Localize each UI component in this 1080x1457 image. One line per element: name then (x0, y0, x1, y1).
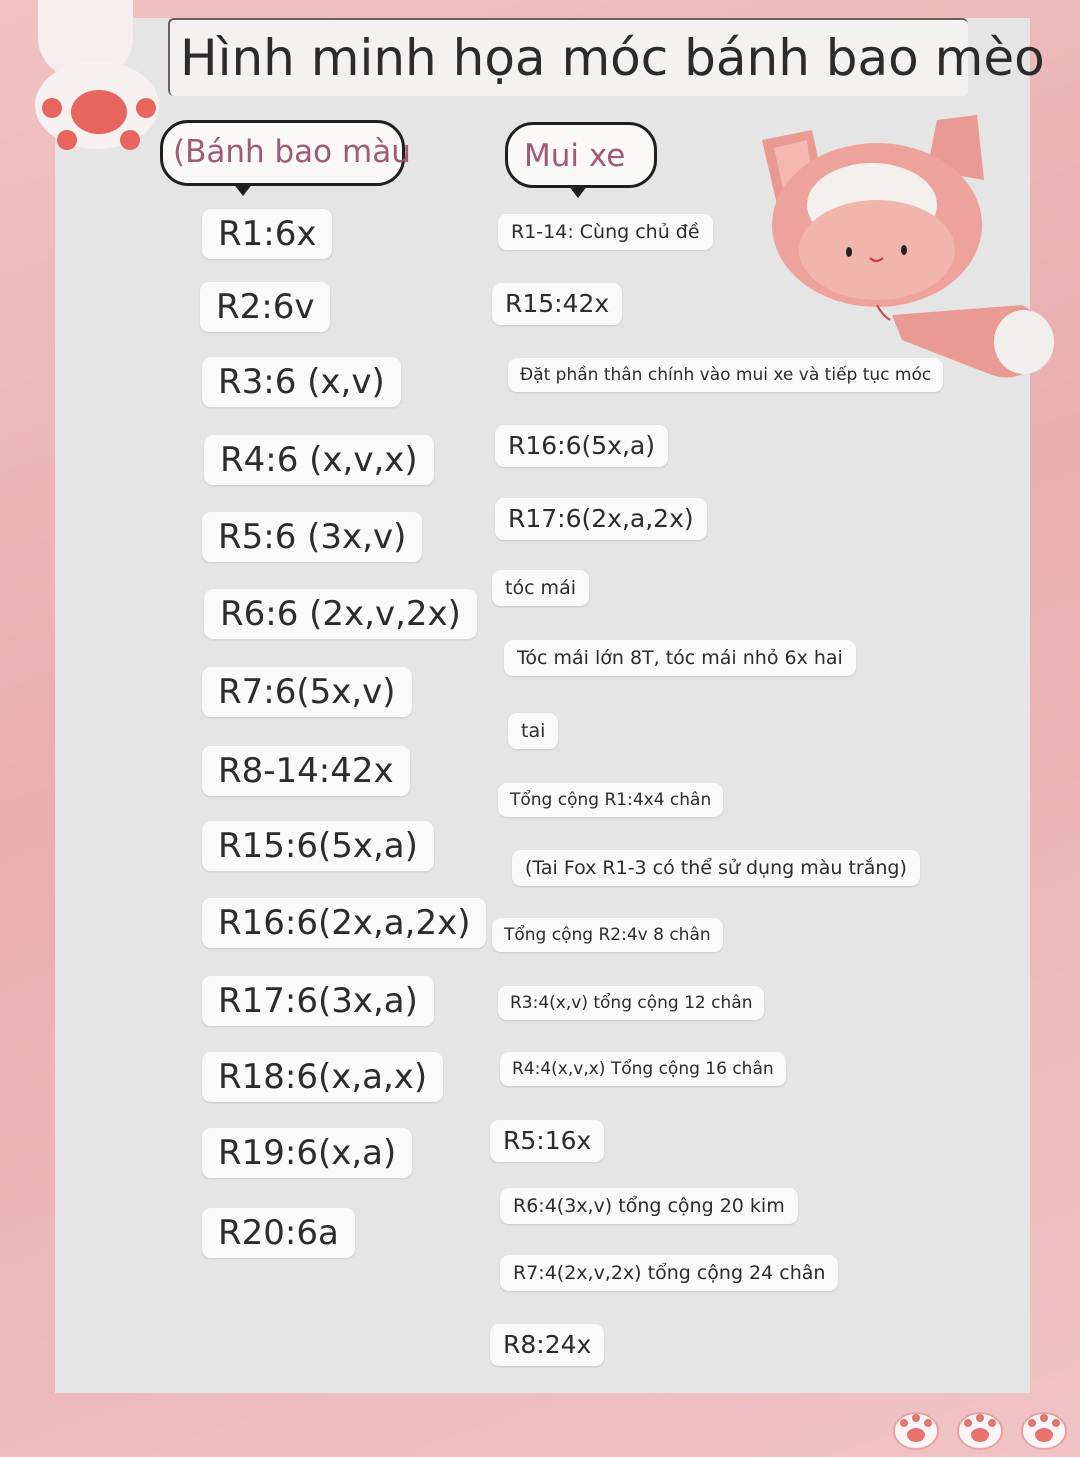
right-row: R8:24x (490, 1324, 604, 1366)
left-row: R6:6 (2x,v,2x) (204, 589, 477, 639)
page-title: Hình minh họa móc bánh bao mèo (168, 18, 968, 96)
left-row: R2:6v (200, 282, 330, 332)
right-row: R7:4(2x,v,2x) tổng cộng 24 chân (500, 1255, 838, 1291)
right-row: R5:16x (490, 1120, 604, 1162)
right-row: tai (508, 713, 558, 749)
right-column-header: Mui xe (505, 122, 657, 188)
crochet-cat-photo (752, 110, 1062, 400)
right-row: Đặt phần thân chính vào mui xe và tiếp tục móc (508, 358, 943, 392)
left-row: R3:6 (x,v) (202, 357, 401, 407)
left-row: R19:6(x,a) (202, 1128, 412, 1178)
left-row: R7:6(5x,v) (202, 667, 412, 717)
left-row: R20:6a (202, 1208, 355, 1258)
right-row: R4:4(x,v,x) Tổng cộng 16 chân (500, 1052, 786, 1086)
cat-paw-icon (22, 60, 172, 160)
right-row: R17:6(2x,a,2x) (495, 498, 707, 540)
left-row: R16:6(2x,a,2x) (202, 898, 486, 948)
left-row: R8-14:42x (202, 746, 410, 796)
right-row: R16:6(5x,a) (495, 425, 668, 467)
left-row: R15:6(5x,a) (202, 821, 434, 871)
left-column-header: (Bánh bao màu (160, 120, 405, 186)
right-row: Tóc mái lớn 8T, tóc mái nhỏ 6x hai (504, 640, 856, 676)
right-row: R15:42x (492, 283, 622, 325)
left-row: R17:6(3x,a) (202, 976, 434, 1026)
right-row: Tổng cộng R2:4v 8 chân (492, 918, 723, 952)
right-row: (Tai Fox R1-3 có thể sử dụng màu trắng) (512, 850, 920, 886)
right-row: R1-14: Cùng chủ đề (498, 214, 713, 250)
left-row: R18:6(x,a,x) (202, 1052, 443, 1102)
right-row: R3:4(x,v) tổng cộng 12 chân (498, 986, 764, 1020)
paw-print-icon (884, 1397, 1074, 1453)
left-row: R5:6 (3x,v) (202, 512, 422, 562)
right-row: tóc mái (492, 570, 589, 606)
right-row: R6:4(3x,v) tổng cộng 20 kim (500, 1188, 798, 1224)
right-row: Tổng cộng R1:4x4 chân (498, 783, 723, 817)
left-row: R1:6x (202, 209, 332, 259)
left-row: R4:6 (x,v,x) (204, 435, 434, 485)
